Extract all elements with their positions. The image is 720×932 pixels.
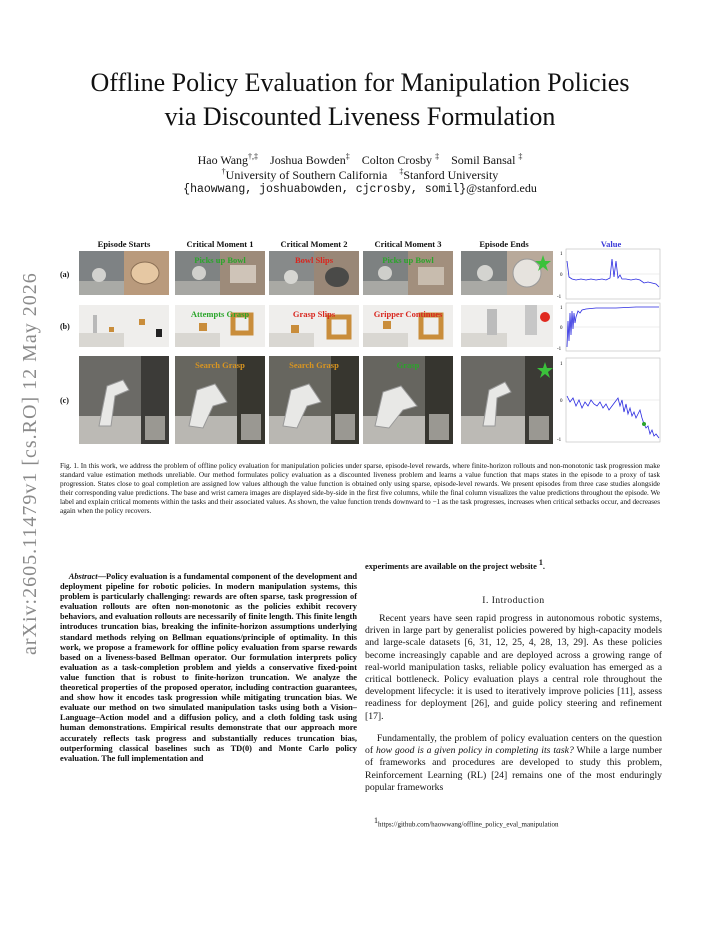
critical-moment-label: Picks up Bowl — [194, 255, 246, 265]
episode-image — [79, 251, 169, 295]
arxiv-id: arXiv:2605.11479v1 [cs.RO] 12 May 2026 — [19, 272, 41, 655]
critical-moment-label: Picks up Bowl — [382, 255, 434, 265]
affiliations: †University of Southern California ‡Stanford University — [221, 167, 499, 182]
critical-moment-label: Search Grasp — [195, 360, 245, 370]
abstract-continuation: experiments are available on the project website $^1$. — [365, 558, 545, 571]
critical-moment-label: Grasp — [396, 360, 420, 370]
y-tick-label: -1 — [557, 347, 562, 352]
critical-moment-label: Attempts Grasp — [190, 309, 250, 319]
abstract — [60, 572, 357, 764]
critical-moment-image — [363, 305, 453, 347]
critical-moment-image — [363, 356, 453, 444]
footnote-url[interactable]: https://github.com/haowwang/offline_policy_eval_manipulation — [378, 820, 559, 829]
critical-moment-label: Bowl Slips — [294, 255, 334, 265]
critical-moment-label: Search Grasp — [289, 360, 339, 370]
critical-moment-label: Grasp Slips — [292, 309, 336, 319]
failure-dot-icon — [540, 312, 550, 322]
author: Somil Bansal — [451, 153, 516, 167]
fig-col-header: Critical Moment 1 — [186, 239, 254, 249]
author-emails: {haowwang, joshuabowden, cjcrosby, somil}@stanford.edu — [183, 181, 537, 196]
author: Colton Crosby — [361, 153, 433, 167]
fig-row-label: (a) — [60, 270, 70, 279]
intro-paragraph: Fundamentally, the problem of policy evaluation centers on the question of how good is a given policy in completing its task? While a large number of frameworks and procedures are developed to study this problem, Reinforcement Learning (RL) [24] remains one of the most enduringly popular frameworks — [365, 733, 663, 793]
section-heading: I. Introduction — [482, 596, 545, 606]
y-tick-label: 0 — [560, 273, 563, 278]
critical-moment-image — [175, 305, 265, 347]
value-plot — [556, 356, 662, 444]
episode-end-image — [461, 251, 553, 295]
y-tick-label: 1 — [560, 362, 563, 367]
paper-title — [40, 66, 680, 134]
episode-end-image — [461, 305, 553, 347]
fig-row-label: (b) — [60, 322, 70, 331]
critical-moment-image — [269, 251, 359, 295]
episode-image — [79, 305, 169, 347]
author: Joshua Bowden — [270, 153, 346, 167]
fig-col-header: Critical Moment 3 — [374, 239, 442, 249]
figure-caption: Fig. 1. In this work, we address the problem of offline policy evaluation for manipulation policies under sparse, episode-level rewards, where finite-horizon rollouts and non-monotonic task progression make standard value estimation methods unreliable. Our method formulates policy evaluation as a discounted liveness problem and learns a value function that maps states in the episode to a proxy of task progression. States close to goal completion are assigned low values although the value function is obtained only using sparse, episode-level rewards. We present episodes from three case studies alongside their corresponding value predictions. The base and wrist camera images are displayed side-by-side in the first five columns, while the final column visualizes the value predictions throughout the episode. We label and explain critical moments within the tasks and their associated values. As shown, the value function trends downward to −1 as the task progresses, increases when critical setbacks occur, and decreases again when the policy recovers. — [60, 462, 660, 515]
y-tick-label: -1 — [557, 295, 562, 300]
episode-image — [79, 356, 169, 444]
y-tick-label: 0 — [560, 399, 563, 404]
value-plot — [556, 301, 662, 353]
footnote: $^1$https://github.com/haowwang/offline_policy_eval_manipulation — [374, 816, 559, 829]
fig-col-header: Episode Ends — [479, 239, 529, 249]
abstract-body: —Policy evaluation is a fundamental component of the development and deployment pipeline for robotic policies. In modern manipulation systems, this problem is particularly challenging: rewards are often sparse, task progression of evaluation rollouts are often non-monotonic as the policies exhibit recovery behaviors, and evaluation rollouts are necessarily of finite length. This finite length introduces truncation bias, breaking the infinite-horizon assumptions underlying standard methods relying on Bellman equations/principle of optimality. In this work, we propose a framework for offline policy evaluation from sparse rewards based on a liveness-based Bellman operator. Our formulation interprets policy evaluation as a task-completion problem and yields a conservative fixed-point value function that is robust to finite-horizon truncation. We analyze the theoretical properties of the proposed operator, including contraction guarantees, and show how it encodes task progression while mitigating truncation bias. We evaluate our method on two simulated manipulation tasks using both a Vision–Language–Action model and a diffusion policy, and a cloth folding task using human demonstrations. Empirical results demonstrate that our approach more accurately reflects task progress and substantially reduces truncation bias, outperforming classical baselines such as TD(0) and Monte Carlo policy evaluation. The full implementation and — [60, 572, 358, 763]
value-plot — [556, 247, 662, 301]
title-line-2: via Discounted Liveness Formulation — [164, 102, 556, 131]
abstract-lead: Abstract — [68, 572, 98, 581]
title-line-1: Offline Policy Evaluation for Manipulation Policies — [90, 68, 630, 97]
arxiv-stamp — [6, 225, 50, 665]
y-tick-label: -1 — [557, 438, 562, 443]
fig-col-header: Episode Starts — [97, 239, 151, 249]
critical-moment-image — [175, 251, 265, 295]
critical-moment-image — [175, 356, 265, 444]
critical-moment-image — [269, 305, 359, 347]
fig-col-header-value: Value — [600, 239, 622, 249]
intro-paragraph: Recent years have seen rapid progress in autonomous robotic systems, driven in large part by generalist policies powered by high-capacity models and large-scale datasets [6, 31, 12, 25, 4, 28, 13, 29]. As these policies become increasingly capable and are deployed across a growing range of real-world manipulation tasks, reliable policy evaluation has emerged as a critical bottleneck. Policy evaluation plays a central role throughout the development lifecycle: it is used to iteratively improve policies [11], assess readiness for deployment [26], and guide policy steering and refinement [17]. — [365, 613, 663, 722]
critical-moment-label: Gripper Continues — [373, 309, 443, 319]
episode-end-image — [461, 356, 553, 444]
author-list: Hao Wang†,‡ Joshua Bowden‡ Colton Crosby ‡ Somil Bansal ‡ — [197, 152, 523, 167]
fig-col-header: Critical Moment 2 — [280, 239, 348, 249]
critical-moment-image — [363, 251, 453, 295]
y-tick-label: 1 — [560, 306, 563, 311]
y-tick-label: 1 — [560, 252, 563, 257]
fig-row-label: (c) — [60, 396, 69, 405]
critical-moment-image — [269, 356, 359, 444]
author: Hao Wang — [197, 153, 249, 167]
y-tick-label: 0 — [560, 326, 563, 331]
